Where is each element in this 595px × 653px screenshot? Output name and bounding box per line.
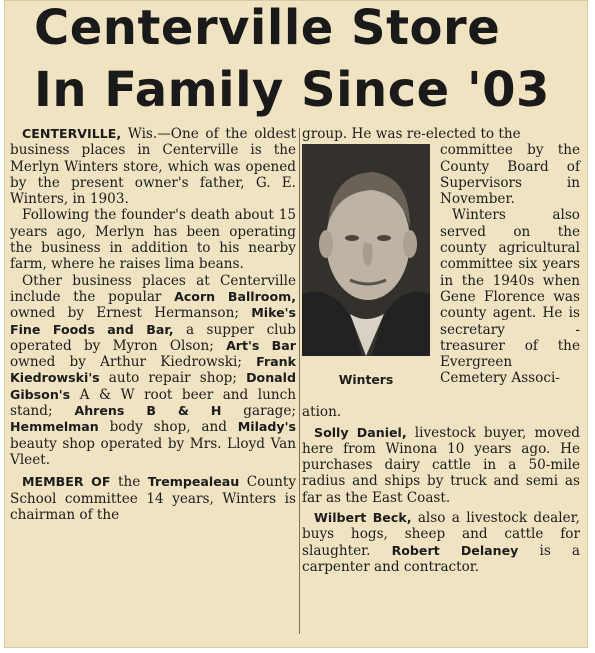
portrait-image — [302, 144, 430, 356]
business-name: Donald Gibson's — [10, 370, 296, 402]
intro-text: Wis.—One of the oldest business places in Centerville is the Merlyn Winters store, which was opened by the present owner's father, G. E. Winters, in 1903. — [10, 126, 296, 208]
business-name: Frank Kiedrowski's — [10, 354, 296, 386]
paragraph-founder: Following the founder's death about 15 years ago, Merlyn has been operating the business in addition to his nearby farm, where he raises lima beans. — [10, 207, 296, 273]
portrait-photo — [302, 144, 430, 356]
person-name: Solly Daniel, — [314, 424, 407, 440]
business-name: Hemmelman — [10, 419, 99, 435]
paragraph-continuation: ation. — [302, 404, 342, 421]
portrait-figure — [302, 142, 434, 404]
photo-caption: Winters — [338, 372, 394, 388]
paragraph-businesses: Other business places at Centerville include the popular Acorn Ballroom, owned by Ernest Hermanson; Mike's Fine Foods and Bar, a supper club operated by Myron Olson; Art's Bar owned by Arthur Kiedrowski; Frank Kiedrowski's auto repair shop; Donald Gibson's A & W root beer and lunch stand; Ahrens B & H garage; Hemmelman body shop, and Milady's beauty shop operated by Mrs. Lloyd Van Vleet. — [10, 272, 297, 468]
headline-line-1: Centerville Store — [34, 0, 501, 56]
paragraph-beck: Wilbert Beck, also a livestock dealer, buys hogs, sheep and cattle for slaughter. Robert Delaney is a carpenter and contractor. — [302, 510, 580, 575]
person-name: Robert Delaney — [391, 542, 519, 558]
business-name: Acorn Ballroom, — [174, 288, 297, 304]
newspaper-clipping — [4, 0, 588, 648]
article-column-2 — [302, 126, 580, 575]
column-2-top-line: group. He was re-elected to the — [302, 126, 521, 142]
business-name: Art's Bar — [226, 337, 296, 353]
headline-line-2: In Family Since '03 — [34, 62, 550, 118]
business-name: Milady's — [237, 419, 296, 435]
subhead: MEMBER OF — [22, 474, 111, 490]
paragraph-committee: committee by the County Board of Supervisors in November. — [440, 142, 580, 208]
paragraph-intro — [10, 126, 296, 207]
paragraph-agricultural: Winters also served on the county agricultural committee six years in the 1940s when Gene Florence was county agent. He is secretary - treasurer of the Evergreen Cemetery Associ- — [440, 207, 580, 387]
paragraph-solly: Solly Daniel, livestock buyer, moved here from Winona 10 years ago. He purchases dairy cattle in a 50-mile radius and ships by truck and semi as far as the East Coast. — [302, 424, 580, 506]
article-column-1 — [10, 126, 296, 523]
person-name: Wilbert Beck, — [314, 510, 412, 526]
column-divider — [299, 128, 300, 634]
dateline: CENTERVILLE, — [22, 126, 122, 141]
business-name: Mike's Fine Foods and Bar, — [10, 305, 296, 337]
business-name: Ahrens B & H — [74, 403, 222, 419]
paragraph-member: MEMBER OF the Trempealeau County School committee 14 years, Winters is chairman of the — [10, 474, 297, 523]
county-name: Trempealeau — [147, 474, 240, 490]
